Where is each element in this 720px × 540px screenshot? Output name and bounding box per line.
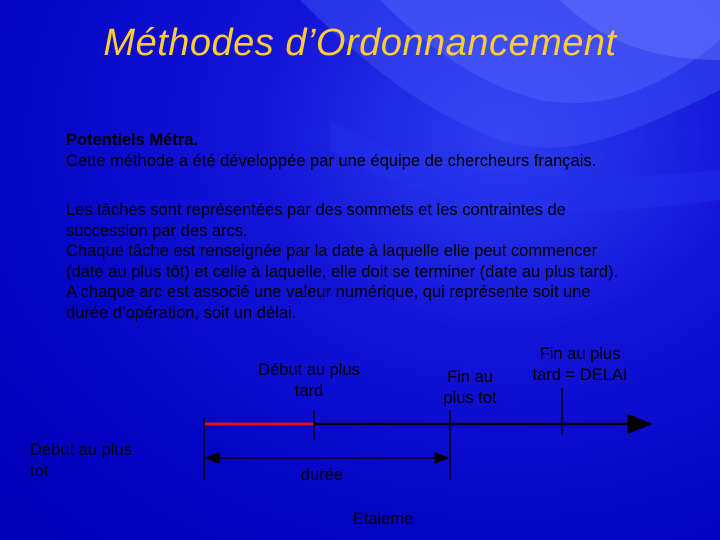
label-duree: durée [300,466,344,484]
paragraph-line: (date au plus tôt) et celle à laquelle, elle doit se terminer (date au plus tard). [66,262,619,281]
label-line: tard = DELAI [532,365,628,384]
label-etaleme: Etaleme [352,510,414,528]
label-fin-plus-tot [428,367,512,408]
label-line: tot [30,461,49,480]
label-debut-plus-tot [30,440,160,481]
label-debut-plus-tard [244,360,374,401]
label-line: Début au plus [258,361,360,379]
label-line: tard [294,381,324,400]
label-line: Fin au [447,368,493,386]
slide-title: Méthodes d’Ordonnancement [103,22,617,64]
paragraph-line: Chaque tâche est renseignée par la date à laquelle elle peut commencer [66,242,598,260]
label-line: plus tot [443,388,497,407]
paragraph-line: durée d’opération, soit un délai. [66,303,297,322]
method-heading: Potentiels Métra. [66,131,199,149]
intro-sentence: Cette méthode a été développée par une équipe de chercheurs français. [66,151,597,170]
paragraph-line: A chaque arc est associé une valeur numérique, qui représente soit une [66,283,591,301]
paragraph-line: Les tâches sont représentées par des sommets et les contraintes de [66,201,566,219]
label-line: Fin au plus [539,345,621,363]
label-fin-plus-tard [515,344,645,385]
paragraph-line: succession par des arcs. [66,221,248,240]
label-line: Début au plus [30,441,132,459]
